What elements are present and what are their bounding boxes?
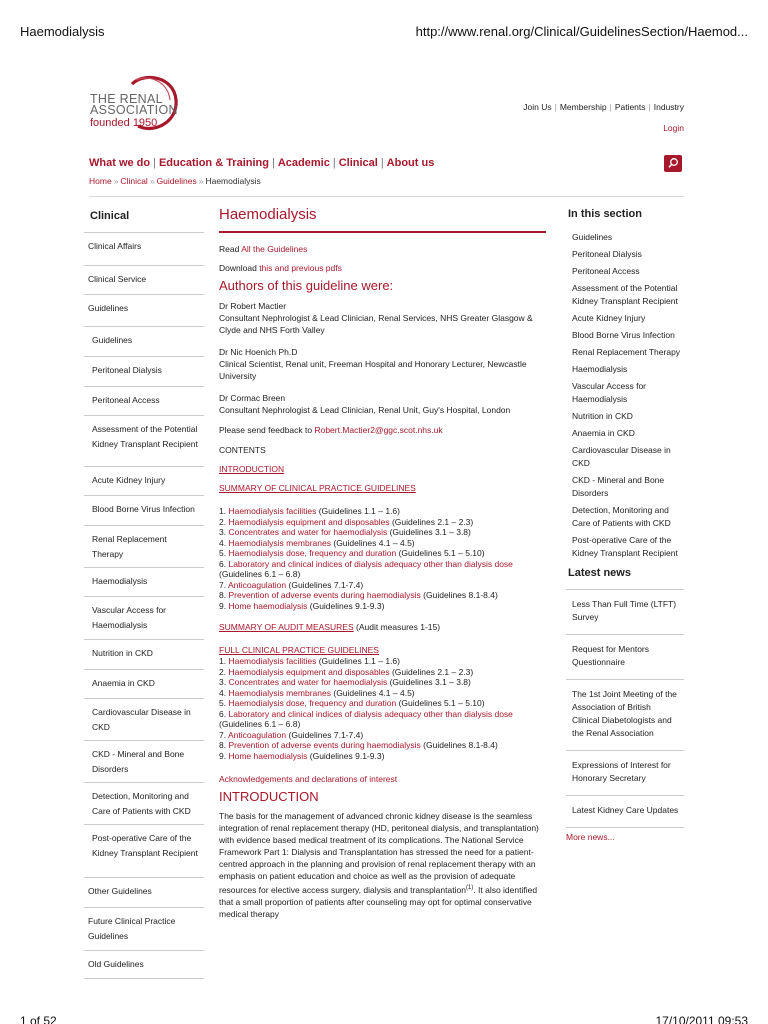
nav-about-us[interactable]: About us [386,157,435,169]
list-item: 2. Haemodialysis equipment and disposables (Guidelines 2.1 – 2.3) [219,516,474,527]
nav-education-training[interactable]: Education & Training [158,157,269,169]
nav-clinical[interactable]: Clinical [338,157,378,169]
news-item-mentors-questionnaire[interactable]: Request for Mentors Questionnaire [566,635,684,680]
news-item-joint-meeting[interactable]: The 1st Joint Meeting of the Association of British Clinical Diabetologists and the Renal Association [566,680,684,751]
guideline-link[interactable]: Home haemodialysis [228,750,308,761]
guideline-link[interactable]: Anticoagulation [228,729,287,740]
news-item-ltft-survey[interactable]: Less Than Full Time (LTFT) Survey [566,590,684,635]
section-item-guidelines[interactable]: Guidelines [572,232,613,242]
more-news-link[interactable]: More news... [566,832,615,842]
list-item: 9. Home haemodialysis (Guidelines 9.1-9.3) [219,750,385,761]
section-item-post-operative[interactable]: Post-operative Care of the Kidney Transplant Recipient [572,535,678,558]
author-name: Dr Cormac Breen [219,393,286,403]
acknowledgements-link[interactable]: Acknowledgements and declarations of interest [219,774,398,784]
top-nav: Join Us | Membership | Patients | Industry [523,102,684,112]
sidebar-item-ckd-mineral-bone[interactable]: CKD - Mineral and Bone Disorders [84,741,204,783]
sidebar-item-blood-borne-virus[interactable]: Blood Borne Virus Infection [84,496,204,526]
logo-founded: founded 1950 [90,117,158,129]
section-item-acute-kidney-injury[interactable]: Acute Kidney Injury [572,313,646,323]
summary-audit-line: SUMMARY OF AUDIT MEASURES (Audit measures 1-15) [219,622,441,632]
print-footer [20,1014,748,1024]
sidebar-item-renal-replacement[interactable]: Renal Replacement Therapy [84,526,204,568]
list-item: 1. Haemodialysis facilities (Guidelines 1.1 – 1.6) [219,506,400,516]
guideline-link[interactable]: Concentrates and water for haemodialysis [228,677,388,687]
guideline-link[interactable]: Haemodialysis dose, frequency and duration [228,548,397,558]
print-header [20,24,748,40]
page-counter: 1 of 52 [20,1014,57,1024]
sidebar-item-anaemia-ckd[interactable]: Anaemia in CKD [84,670,204,699]
guidelines-list [219,656,546,761]
introduction-link[interactable]: INTRODUCTION [219,464,285,474]
guideline-link[interactable]: Prevention of adverse events during haemodialysis [228,740,421,750]
list-item: 8. Prevention of adverse events during haemodialysis (Guidelines 8.1-8.4) [219,740,498,750]
sidebar-item-assessment-transplant[interactable]: Assessment of the Potential Kidney Transplant Recipient [84,416,204,467]
main-nav: What we do | Education & Training | Academic | Clinical | About us [89,157,435,169]
logo-wordmark: THE RENAL ASSOCIATION [90,92,178,117]
author-desc: Consultant Nephrologist & Lead Clinician, Renal Services, NHS Greater Glasgow & Clyde and NHS Forth Valley [219,313,533,335]
section-item-vascular-access[interactable]: Vascular Access for Haemodialysis [572,381,647,404]
header-divider [89,196,684,197]
section-item-anaemia-ckd[interactable]: Anaemia in CKD [572,428,635,438]
list-item: 2. Haemodialysis equipment and disposables (Guidelines 2.1 – 2.3) [219,666,474,677]
list-item: 7. Anticoagulation (Guidelines 7.1-7.4) [219,579,364,590]
list-item: 3. Concentrates and water for haemodialysis (Guidelines 3.1 – 3.8) [219,527,471,537]
renal-association-logo[interactable] [88,74,198,134]
feedback-email-link[interactable]: Robert.Mactier2@ggc.scot.nhs.uk [314,425,443,435]
section-item-cardiovascular-ckd[interactable]: Cardiovascular Disease in CKD [572,445,671,468]
guideline-link[interactable]: Haemodialysis equipment and disposables [228,516,390,527]
author-name: Dr Robert Mactier [219,301,287,311]
topnav-patients[interactable]: Patients [614,102,646,112]
list-item: 7. Anticoagulation (Guidelines 7.1-7.4) [219,729,364,740]
list-item: 1. Haemodialysis facilities (Guidelines 1.1 – 1.6) [219,656,400,666]
read-line: Read All the Guidelines [219,244,308,254]
print-title: Haemodialysis [20,24,105,39]
author-desc: Consultant Nephrologist & Lead Clinician, Renal Unit, Guy's Hospital, London [219,405,511,415]
sidebar-item-detection-monitoring[interactable]: Detection, Monitoring and Care of Patients with CKD [84,783,204,825]
list-item: 5. Haemodialysis dose, frequency and duration (Guidelines 5.1 – 5.10) [219,548,485,558]
section-item-detection-monitoring[interactable]: Detection, Monitoring and Care of Patients with CKD [572,505,671,528]
author-block [219,300,546,336]
sidebar-item-guidelines-sub[interactable]: Guidelines [84,327,204,357]
guideline-link[interactable]: Haemodialysis membranes [228,537,331,548]
right-sidebar [566,208,684,842]
author-block [219,346,546,382]
feedback-line: Please send feedback to Robert.Mactier2@ggc.scot.nhs.uk [219,425,443,435]
search-button[interactable] [664,155,682,172]
sidebar-item-post-operative[interactable]: Post-operative Care of the Kidney Transplant Recipient [84,825,204,878]
section-item-renal-replacement[interactable]: Renal Replacement Therapy [572,347,681,357]
breadcrumb-home[interactable]: Home [89,176,112,186]
author-desc: Clinical Scientist, Renal unit, Freeman Hospital and Honorary Lecturer, Newcastle University [219,359,527,381]
left-sidebar-title: Clinical [84,208,204,233]
guidelines-list [219,506,546,611]
print-url: http://www.renal.org/Clinical/GuidelinesSection/Haemod... [415,24,748,39]
nav-what-we-do[interactable]: What we do [89,157,151,169]
breadcrumb-current: Haemodialysis [205,176,261,186]
sidebar-item-clinical-service[interactable]: Clinical Service [84,266,204,295]
section-item-peritoneal-access[interactable]: Peritoneal Access [572,266,640,276]
summary-audit-link[interactable]: SUMMARY OF AUDIT MEASURES [219,622,354,632]
left-sidebar [84,208,204,979]
guideline-link[interactable]: Laboratory and clinical indices of dialysis adequacy other than dialysis dose [228,558,513,569]
news-item-kidney-care-updates[interactable]: Latest Kidney Care Updates [566,796,684,828]
guideline-link[interactable]: Haemodialysis equipment and disposables [228,666,390,677]
sidebar-item-clinical-affairs[interactable]: Clinical Affairs [84,233,204,266]
full-cpg-link[interactable]: FULL CLINICAL PRACTICE GUIDELINES [219,645,379,655]
sidebar-item-future-guidelines[interactable]: Future Clinical Practice Guidelines [84,908,204,951]
pdfs-link[interactable]: this and previous pdfs [259,263,342,273]
breadcrumb: Home » Clinical » Guidelines » Haemodialysis [89,176,261,186]
section-item-assessment-transplant[interactable]: Assessment of the Potential Kidney Transplant Recipient [572,283,678,306]
guideline-link[interactable]: Haemodialysis membranes [228,687,331,698]
topnav-membership[interactable]: Membership [559,102,607,112]
sidebar-item-haemodialysis[interactable]: Haemodialysis [84,568,204,597]
sidebar-item-cardiovascular-ckd[interactable]: Cardiovascular Disease in CKD [84,699,204,741]
print-timestamp: 17/10/2011 09:53 [655,1014,748,1024]
section-item-haemodialysis[interactable]: Haemodialysis [572,364,628,374]
introduction-paragraph: The basis for the management of advanced chronic kidney disease is the seamless integration of renal replacement therapy (HD, peritoneal dialysis, and transplantation) with evidence based medical treatment of its complications. The National Service Framework Part 1: Dialysis and Transplantation has stressed the need for a patient-centred approach in the planning and provision of renal replacement therapy with an emphasis on patient education and choice as well as the provision of adequate resources for elective access surgery, dialysis and transplantation$^{(1)}$. It also identified that a small proportion of patients after counseling may opt for optimal conservative medical therapy [219,811,539,919]
section-item-nutrition-ckd[interactable]: Nutrition in CKD [572,411,633,421]
list-item: 8. Prevention of adverse events during haemodialysis (Guidelines 8.1-8.4) [219,590,498,600]
section-item-blood-borne-virus[interactable]: Blood Borne Virus Infection [572,330,675,340]
nav-academic[interactable]: Academic [277,157,330,169]
authors-heading: Authors of this guideline were: [219,278,394,293]
section-item-ckd-mineral-bone[interactable]: CKD - Mineral and Bone Disorders [572,475,665,498]
guideline-link[interactable]: Prevention of adverse events during haemodialysis [228,590,421,600]
summary-cpg-link[interactable]: SUMMARY OF CLINICAL PRACTICE GUIDELINES [219,483,416,493]
sidebar-item-peritoneal-access[interactable]: Peritoneal Access [84,387,204,416]
author-name: Dr Nic Hoenich Ph.D [219,347,298,357]
all-guidelines-link[interactable]: All the Guidelines [241,244,308,254]
news-item-honorary-secretary[interactable]: Expressions of Interest for Honorary Secretary [566,751,684,796]
sidebar-item-nutrition-ckd[interactable]: Nutrition in CKD [84,640,204,670]
guideline-link[interactable]: Laboratory and clinical indices of dialysis adequacy other than dialysis dose [228,708,513,719]
download-line: Download this and previous pdfs [219,263,342,273]
login-link[interactable]: Login [663,123,684,133]
contents-label: CONTENTS [219,445,266,455]
list-item: 5. Haemodialysis dose, frequency and duration (Guidelines 5.1 – 5.10) [219,698,485,708]
page-title: Haemodialysis [219,206,546,233]
breadcrumb-clinical[interactable]: Clinical [120,176,148,186]
guideline-link[interactable]: Anticoagulation [228,579,287,590]
search-icon [664,155,682,172]
list-item: 6. Laboratory and clinical indices of dialysis adequacy other than dialysis dose (Guidelines 6.1 – 6.8) [219,708,513,729]
guideline-link[interactable]: Concentrates and water for haemodialysis [228,527,388,537]
list-item: 4. Haemodialysis membranes (Guidelines 4.1 – 4.5) [219,687,415,698]
list-item: 9. Home haemodialysis (Guidelines 9.1-9.3) [219,600,385,611]
latest-news-title: Latest news [566,567,684,590]
topnav-join-us[interactable]: Join Us [523,102,552,112]
sidebar-item-acute-kidney-injury[interactable]: Acute Kidney Injury [84,467,204,496]
breadcrumb-guidelines[interactable]: Guidelines [156,176,197,186]
sidebar-item-guidelines[interactable]: Guidelines [84,295,204,327]
author-block [219,392,546,416]
sidebar-item-old-guidelines[interactable]: Old Guidelines [84,951,204,979]
in-this-section-title: In this section [568,208,642,220]
list-item: 3. Concentrates and water for haemodialysis (Guidelines 3.1 – 3.8) [219,677,471,687]
guideline-link[interactable]: Haemodialysis facilities [228,506,317,516]
introduction-heading: INTRODUCTION [219,789,319,804]
sidebar-item-vascular-access[interactable]: Vascular Access for Haemodialysis [84,597,204,640]
section-item-peritoneal-dialysis[interactable]: Peritoneal Dialysis [572,249,642,259]
sidebar-item-other-guidelines[interactable]: Other Guidelines [84,878,204,908]
main-content [219,206,546,920]
list-item: 4. Haemodialysis membranes (Guidelines 4.1 – 4.5) [219,537,415,548]
topnav-industry[interactable]: Industry [653,102,684,112]
list-item: 6. Laboratory and clinical indices of dialysis adequacy other than dialysis dose (Guidelines 6.1 – 6.8) [219,558,513,579]
sidebar-item-peritoneal-dialysis[interactable]: Peritoneal Dialysis [84,357,204,387]
guideline-link[interactable]: Haemodialysis dose, frequency and duration [228,698,397,708]
guideline-link[interactable]: Haemodialysis facilities [228,656,317,666]
guideline-link[interactable]: Home haemodialysis [228,600,308,611]
